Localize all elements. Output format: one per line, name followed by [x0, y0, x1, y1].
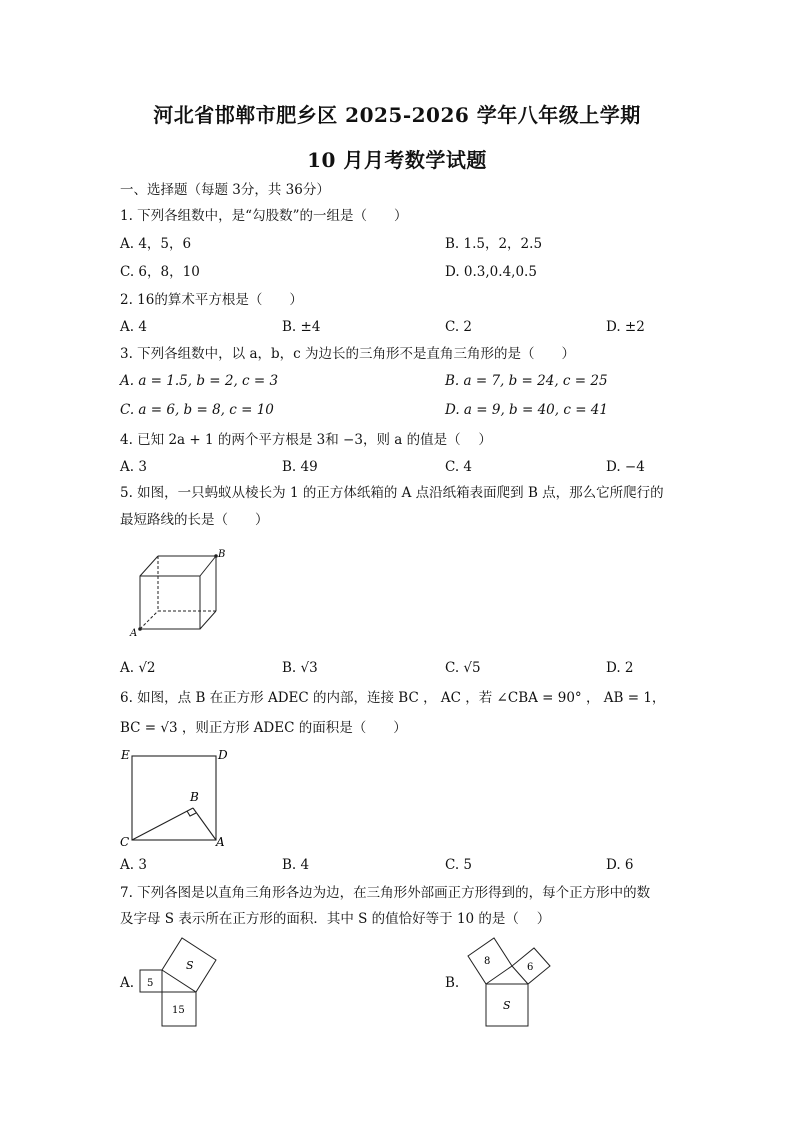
q7b-letter-s: S: [503, 999, 511, 1012]
q7-option-a-label: A.: [120, 975, 135, 991]
q6-option-b: B. 4: [282, 857, 310, 873]
section-heading: 一、选择题（每题 3分，共 36分）: [120, 182, 330, 198]
q7a-number-5: 5: [147, 978, 154, 989]
q2-option-d: D. ±2: [606, 319, 645, 335]
q2-option-c: C. 2: [445, 319, 473, 335]
q4-option-c: C. 4: [445, 459, 473, 475]
q1-option-a: A. 4，5，6: [120, 236, 192, 252]
q6-label-b: B: [190, 790, 199, 804]
q7-stem-line-2: 及字母 S 表示所在正方形的面积．其中 S 的值恰好等于 10 的是（ ）: [120, 911, 551, 927]
q7a-letter-s: S: [186, 959, 194, 972]
q1-option-b: B. 1.5，2，2.5: [445, 236, 543, 252]
q6-label-a: A: [216, 835, 225, 849]
q7-figure-b: [466, 930, 566, 1030]
q3-option-d: D. a = 9, b = 40, c = 41: [445, 402, 608, 418]
q3-option-b: B. a = 7, b = 24, c = 25: [445, 373, 608, 389]
title-line-1: 河北省邯郸市肥乡区 2025-2026 学年八年级上学期: [153, 103, 641, 127]
q6-stem-line-2: BC = √3 ，则正方形 ADEC 的面积是（ ）: [120, 720, 407, 736]
q5-option-c: C. √5: [445, 660, 481, 676]
q6-option-c: C. 5: [445, 857, 473, 873]
q4-option-b: B. 49: [282, 459, 318, 475]
q5-cube-figure: [128, 548, 228, 638]
q3-option-c: C. a = 6, b = 8, c = 10: [120, 402, 274, 418]
q6-stem-line-1: 6. 如图，点 B 在正方形 ADEC 的内部，连接 BC ， AC ，若 ∠CBA = 90° ， AB = 1，: [120, 690, 666, 706]
q5-option-a: A. √2: [120, 660, 156, 676]
q5-option-d: D. 2: [606, 660, 634, 676]
q5-stem-line-1: 5. 如图，一只蚂蚁从棱长为 1 的正方体纸箱的 A 点沿纸箱表面爬到 B 点，那么它所爬行的: [120, 485, 664, 501]
q6-option-d: D. 6: [606, 857, 634, 873]
q1-option-c: C. 6，8，10: [120, 264, 200, 280]
q7-option-b-label: B.: [445, 975, 460, 991]
q5-label-b: B: [218, 549, 226, 560]
q3-stem: 3. 下列各组数中，以 a，b，c 为边长的三角形不是直角三角形的是（ ）: [120, 346, 576, 362]
q4-stem: 4. 已知 2a + 1 的两个平方根是 3和 −3，则 a 的值是（ ）: [120, 432, 492, 448]
q7-stem-line-1: 7. 下列各图是以直角三角形各边为边，在三角形外部画正方形得到的，每个正方形中的数: [120, 885, 651, 901]
q6-label-c: C: [120, 835, 130, 849]
q6-label-e: E: [121, 748, 130, 762]
q7b-number-6: 6: [527, 962, 534, 973]
q2-option-b: B. ±4: [282, 319, 321, 335]
q6-label-d: D: [218, 748, 228, 762]
q1-option-d: D. 0.3,0.4,0.5: [445, 264, 537, 280]
q5-stem-line-2: 最短路线的长是（ ）: [120, 512, 269, 528]
q5-option-b: B. √3: [282, 660, 318, 676]
q7a-number-15: 15: [172, 1005, 185, 1016]
q2-option-a: A. 4: [120, 319, 147, 335]
q6-option-a: A. 3: [120, 857, 147, 873]
q7-figure-a: [136, 934, 226, 1028]
q5-label-a: A: [130, 628, 138, 638]
q6-square-figure: [118, 746, 238, 850]
q4-option-a: A. 3: [120, 459, 147, 475]
q4-option-d: D. −4: [606, 459, 645, 475]
title-line-2: 10 月月考数学试题: [307, 148, 487, 172]
q1-stem: 1. 下列各组数中，是“勾股数”的一组是（ ）: [120, 208, 408, 224]
q3-option-a: A. a = 1.5, b = 2, c = 3: [120, 373, 279, 389]
q2-stem: 2. 16的算术平方根是（ ）: [120, 292, 303, 308]
q7b-number-8: 8: [484, 956, 491, 967]
